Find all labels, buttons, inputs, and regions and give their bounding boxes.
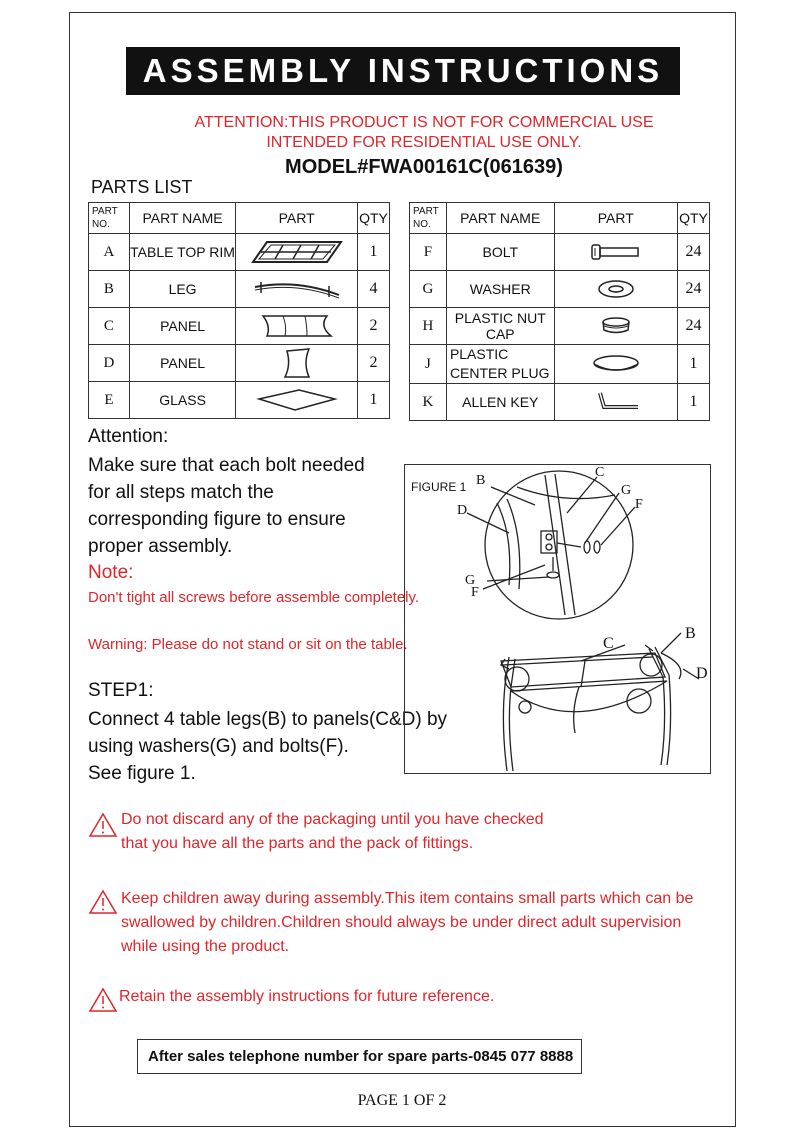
callout-b-top: B — [476, 473, 486, 488]
center-plug-icon — [588, 352, 644, 376]
table-row — [89, 308, 390, 345]
part-qty: 2 — [358, 345, 390, 382]
warning-text: Warning: Please do not stand or sit on the table. — [88, 636, 408, 653]
parts-list-label: PARTS LIST — [91, 177, 193, 197]
washer-icon — [594, 278, 638, 300]
part-no: H — [410, 308, 447, 345]
part-no: G — [410, 271, 447, 308]
part-qty: 1 — [678, 384, 710, 421]
part-no: D — [89, 345, 130, 382]
attention-body: Make sure that each bolt needed for all steps match the corresponding figure to ensure proper assembly. — [88, 455, 365, 557]
nut-cap-icon — [596, 315, 636, 337]
col-part-name: PART NAME — [129, 203, 235, 234]
part-no: J — [410, 345, 447, 384]
callout-b-bottom: B — [685, 625, 696, 642]
part-no: C — [89, 308, 130, 345]
table-row — [89, 271, 390, 308]
part-name: WASHER — [446, 271, 554, 308]
parts-table-right — [409, 202, 710, 421]
part-name: ALLEN KEY — [446, 384, 554, 421]
part-name: BOLT — [446, 234, 554, 271]
col-part-name: PART NAME — [446, 203, 554, 234]
attention-line-1: ATTENTION:THIS PRODUCT IS NOT FOR COMMERCIAL USE — [194, 114, 654, 131]
callout-g-top: G — [621, 483, 632, 498]
glass-icon — [255, 387, 339, 413]
part-name: TABLE TOP RIM — [129, 234, 235, 271]
table-row — [410, 271, 710, 308]
caution-children: Keep children away during assembly.This item contains small parts which can be swallowed by children.Children should always be under direct adult supervision while using the product. — [88, 887, 693, 959]
callout-d-bottom: D — [696, 665, 708, 682]
table-row — [410, 384, 710, 421]
part-name: PANEL — [129, 345, 235, 382]
callout-c-bottom: C — [603, 635, 614, 652]
parts-table-left — [88, 202, 390, 419]
model-number: MODEL#FWA00161C(061639) — [285, 156, 563, 178]
page-title: ASSEMBLY INSTRUCTIONS — [126, 47, 680, 95]
warning-triangle-icon — [88, 889, 118, 915]
part-qty: 24 — [678, 234, 710, 271]
note-body: Don't tight all screws before assemble completely. — [88, 589, 420, 606]
table-top-rim-icon — [249, 239, 345, 265]
callout-f-bottom: F — [471, 585, 479, 600]
callout-d-top: D — [457, 503, 468, 518]
table-row — [410, 308, 710, 345]
table-row — [89, 345, 390, 382]
col-part-no: PART NO. — [89, 203, 130, 234]
table-row — [410, 345, 710, 384]
col-part: PART — [554, 203, 677, 234]
part-name: PLASTIC CENTER PLUG — [446, 345, 554, 384]
part-qty: 2 — [358, 308, 390, 345]
table-row — [410, 234, 710, 271]
callout-g-bottom: G — [465, 573, 476, 588]
col-qty: QTY — [358, 203, 390, 234]
note-heading: Note: — [88, 562, 134, 583]
figure-1-drawing — [405, 465, 710, 773]
figure-1 — [404, 464, 711, 774]
col-part-no: PART NO. — [410, 203, 447, 234]
part-no: F — [410, 234, 447, 271]
allen-key-icon — [588, 390, 644, 414]
part-no: A — [89, 234, 130, 271]
attention-heading: Attention: — [88, 426, 169, 447]
part-qty: 24 — [678, 308, 710, 345]
warning-triangle-icon — [88, 987, 118, 1013]
col-part: PART — [236, 203, 358, 234]
leg-icon — [249, 277, 345, 301]
col-qty: QTY — [678, 203, 710, 234]
panel-c-icon — [257, 312, 337, 340]
caution-packaging: Do not discard any of the packaging until you have checked that you have all the parts and the pack of fittings. — [88, 808, 544, 856]
page-number: PAGE 1 OF 2 — [357, 1092, 447, 1109]
table-header-row — [89, 203, 390, 234]
part-name: PANEL — [129, 308, 235, 345]
part-no: K — [410, 384, 447, 421]
table-row — [89, 382, 390, 419]
part-no: B — [89, 271, 130, 308]
part-name: GLASS — [129, 382, 235, 419]
spare-parts-phone: After sales telephone number for spare parts-0845 077 8888 — [137, 1039, 582, 1074]
caution-retain: Retain the assembly instructions for future reference. — [88, 985, 494, 1009]
figure-label: FIGURE 1 — [411, 480, 467, 494]
table-header-row — [410, 203, 710, 234]
table-row — [89, 234, 390, 271]
part-qty: 1 — [358, 234, 390, 271]
step1-body: Connect 4 table legs(B) to panels(C&D) by using washers(G) and bolts(F). See figure 1. — [88, 709, 448, 784]
part-no: E — [89, 382, 130, 419]
part-name: LEG — [129, 271, 235, 308]
part-qty: 1 — [678, 345, 710, 384]
attention-line-2: INTENDED FOR RESIDENTIAL USE ONLY. — [266, 134, 582, 151]
part-qty: 4 — [358, 271, 390, 308]
part-name: PLASTIC NUT CAP — [446, 308, 554, 345]
part-qty: 1 — [358, 382, 390, 419]
step1-heading: STEP1: — [88, 680, 154, 701]
part-qty: 24 — [678, 271, 710, 308]
bolt-icon — [588, 242, 644, 262]
warning-triangle-icon — [88, 812, 118, 838]
callout-c-top: C — [595, 465, 605, 480]
panel-d-icon — [277, 347, 317, 379]
callout-f-top: F — [635, 497, 643, 512]
